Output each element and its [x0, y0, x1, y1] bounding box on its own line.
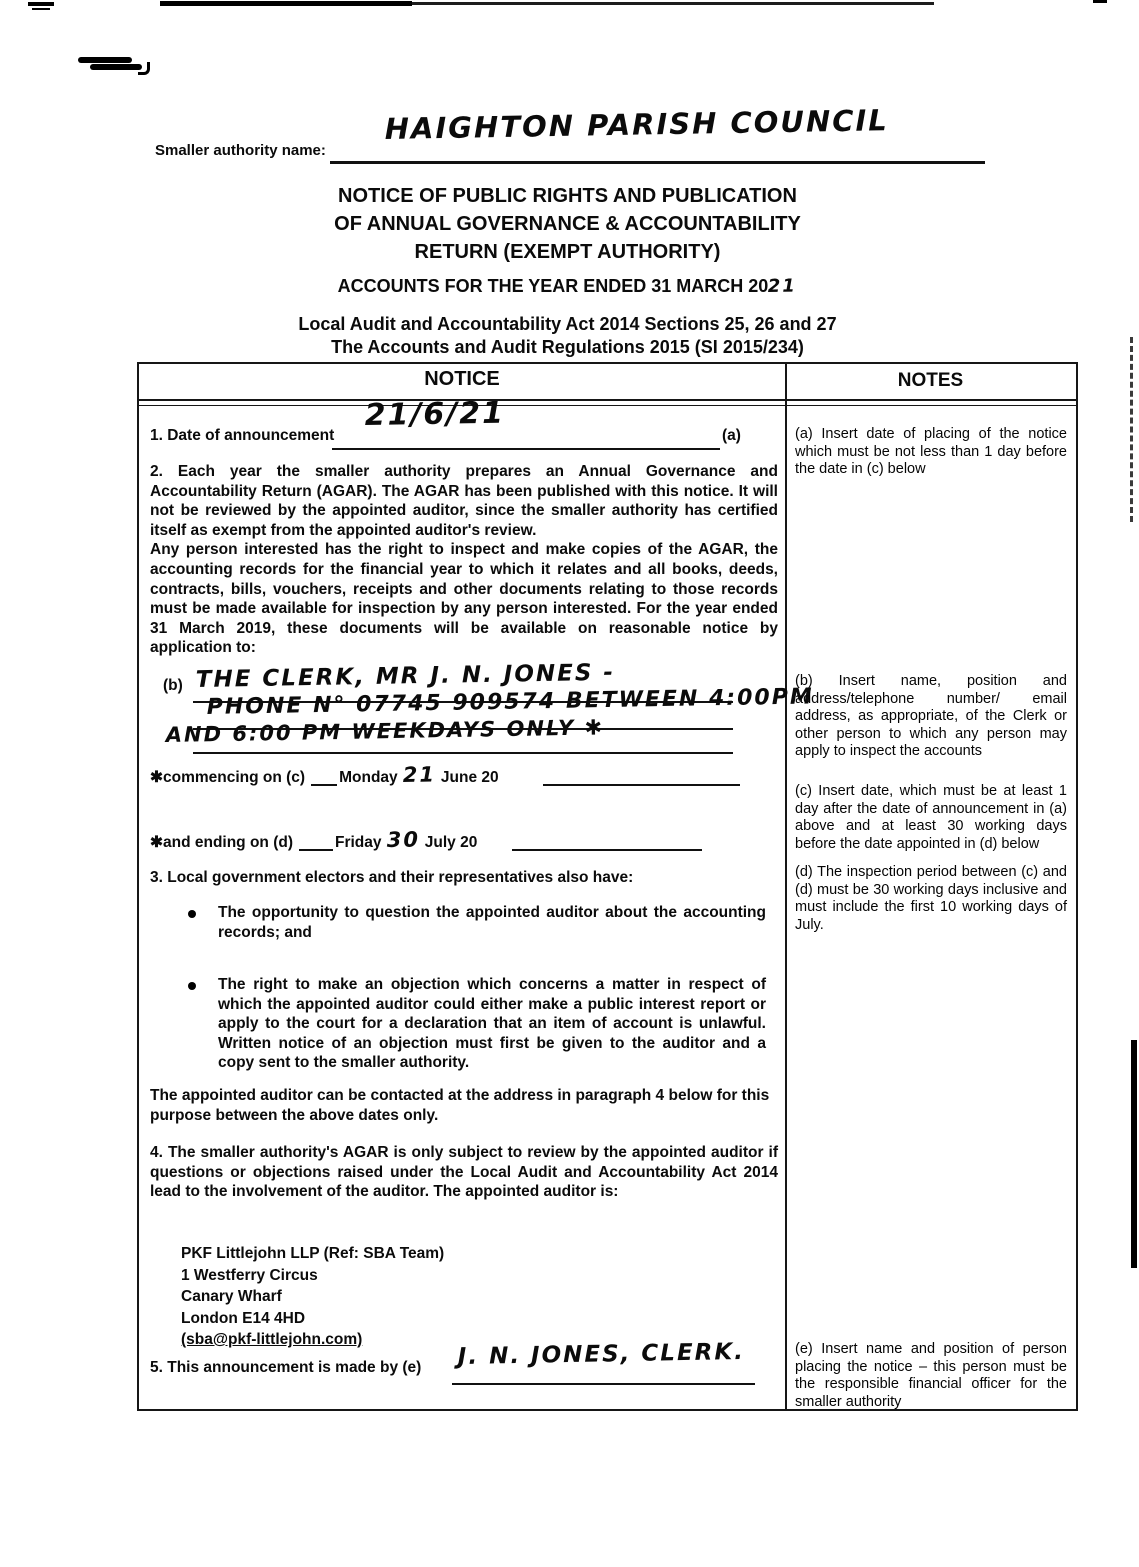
note-e: (e) Insert name and position of person placing the notice – this person must be the responsible financial officer for the smaller authority — [795, 1341, 1067, 1410]
note-c: (c) Insert date, which must be at least 1 day after the date of announcement in (a) above and at least 30 working days before the date appointed in (d) below — [795, 783, 1067, 852]
scan-artifact-black-bar — [1131, 1040, 1137, 1268]
subtitle-year-handwritten: 21 — [767, 275, 798, 297]
auditor-address-line: 1 Westferry Circus — [181, 1266, 318, 1284]
paragraph-3: 3. Local government electors and their representatives also have: — [150, 869, 634, 886]
announcement-date-underline — [332, 448, 720, 450]
note-d: (d) The inspection period between (c) and (d) must be 30 working days inclusive and must include the first 10 working days of July. — [795, 864, 1067, 933]
scan-artifact-squiggle — [78, 56, 148, 76]
commencing-trailing-underline — [543, 784, 740, 786]
auditor-email: (sba@pkf-littlejohn.com) — [181, 1331, 363, 1348]
ending-day: Friday — [335, 834, 382, 851]
title-line: NOTICE OF PUBLIC RIGHTS AND PUBLICATION — [338, 185, 797, 207]
paragraph-2-part1: 2. Each year the smaller authority prepares an Annual Governance and Accountability Return (AGAR). The AGAR has been published with this notice. It will not be reviewed by the appointed auditor, since the smaller authority has certified itself as exempt from the appointed auditor's review. — [150, 463, 778, 539]
paragraph-4: 4. The smaller authority's AGAR is only subject to review by the appointed auditor if questions or objections raised under the Local Audit and Accountability Act 2014 lead to the involvement of the auditor. The appointed auditor is: — [150, 1144, 778, 1201]
scan-artifact-line — [28, 2, 54, 6]
commencing-suffix: June 20 — [440, 769, 499, 786]
auditor-address-line: PKF Littlejohn LLP (Ref: SBA Team) — [181, 1245, 445, 1262]
announcement-made-by-label: 5. This announcement is made by (e) — [150, 1359, 422, 1376]
clerk-contact-handwritten-line2: PHONE N° 07745 909574 BETWEEN 4:00PM — [206, 684, 814, 720]
commencing-date-handwritten: 21 — [402, 762, 436, 787]
table-column-divider — [785, 362, 787, 1409]
scan-artifact-line — [32, 8, 50, 10]
ending-suffix: July 20 — [424, 834, 478, 851]
bullet-item-1: The opportunity to question the appointed auditor about the accounting records; and — [218, 904, 766, 941]
authority-name-label: Smaller authority name: — [155, 142, 326, 159]
clerk-contact-handwritten-line3: AND 6:00 PM WEEKDAYS ONLY ✱ — [165, 715, 605, 747]
scan-artifact-dashed-bar — [1130, 337, 1133, 522]
announcement-date-handwritten: 21/6/21 — [364, 395, 506, 433]
announcement-date-label: 1. Date of announcement — [150, 427, 335, 444]
scan-artifact-line — [1093, 0, 1107, 3]
scan-artifact-line — [412, 2, 934, 5]
document-title — [215, 182, 920, 266]
ending-date-handwritten: 30 — [386, 827, 420, 852]
paragraph-2 — [150, 462, 778, 658]
auditor-address-line: London E14 4HD — [181, 1309, 306, 1327]
signature-handwritten: J. N. JONES, CLERK. — [457, 1338, 746, 1370]
contact-underline-3 — [193, 752, 733, 754]
auditor-address-block — [181, 1243, 444, 1351]
clerk-contact-handwritten-line1: THE CLERK, MR J. N. JONES - — [195, 659, 616, 693]
signature-underline — [452, 1383, 755, 1385]
act-line: Local Audit and Accountability Act 2014 Sections 25, 26 and 27 — [298, 314, 837, 334]
subtitle-text: ACCOUNTS FOR THE YEAR ENDED 31 MARCH 20 — [337, 276, 769, 296]
commencing-gap-underline — [311, 784, 337, 786]
inspection-ending-line — [150, 828, 477, 853]
note-b: (b) Insert name, position and address/telephone number/ email address, as appropriate, of the Clerk or other person to which any person may apply to inspect the accounts — [795, 673, 1067, 760]
auditor-address-line: Canary Wharf — [181, 1288, 282, 1305]
note-ref-b: (b) — [163, 677, 183, 694]
accounts-year-subtitle — [215, 276, 920, 297]
bullet-item-2: The right to make an objection which concerns a matter in respect of which the appointed auditor could either make a public interest report or apply to the court for a declaration that an item of account is unlawful. Written notice of an objection must first be given to the auditor and a copy sent to the smaller authority. — [218, 976, 766, 1072]
ending-gap-underline — [299, 849, 333, 851]
act-line: The Accounts and Audit Regulations 2015 (SI 2015/234) — [331, 337, 804, 357]
title-line: RETURN (EXEMPT AUTHORITY) — [414, 241, 721, 263]
table-header-separator — [137, 399, 1076, 406]
title-line: OF ANNUAL GOVERNANCE & ACCOUNTABILITY — [334, 213, 801, 235]
authority-name-handwritten: HAIGHTON PARISH COUNCIL — [384, 103, 890, 146]
ending-trailing-underline — [512, 849, 702, 851]
bullet-icon — [188, 910, 196, 918]
notes-column-header: NOTES — [897, 370, 964, 391]
commencing-day: Monday — [339, 769, 398, 786]
paragraph-2-part2: Any person interested has the right to inspect and make copies of the AGAR, the accounting records for the financial year to which it relates and all books, deeds, contracts, bills, vouchers, receipts and other documents relating to those records must be made available for inspection by any person interested. For the year ended 31 March 2019, these documents will be available on reasonable notice by application to: — [150, 541, 778, 657]
notice-column-header: NOTICE — [424, 368, 500, 390]
ending-prefix: ✱and ending on (d) — [150, 834, 293, 851]
note-a: (a) Insert date of placing of the notice which must be not less than 1 day before the date in (c) below — [795, 426, 1067, 478]
authority-name-underline — [330, 161, 985, 164]
auditor-contact-note: The appointed auditor can be contacted at the address in paragraph 4 below for this purpose between the above dates only. — [150, 1087, 770, 1124]
note-ref-a: (a) — [722, 427, 741, 444]
scan-artifact-line — [160, 1, 412, 6]
bullet-icon — [188, 982, 196, 990]
commencing-prefix: ✱commencing on (c) — [150, 769, 306, 786]
inspection-commencing-line — [150, 763, 499, 788]
act-reference — [215, 313, 920, 359]
